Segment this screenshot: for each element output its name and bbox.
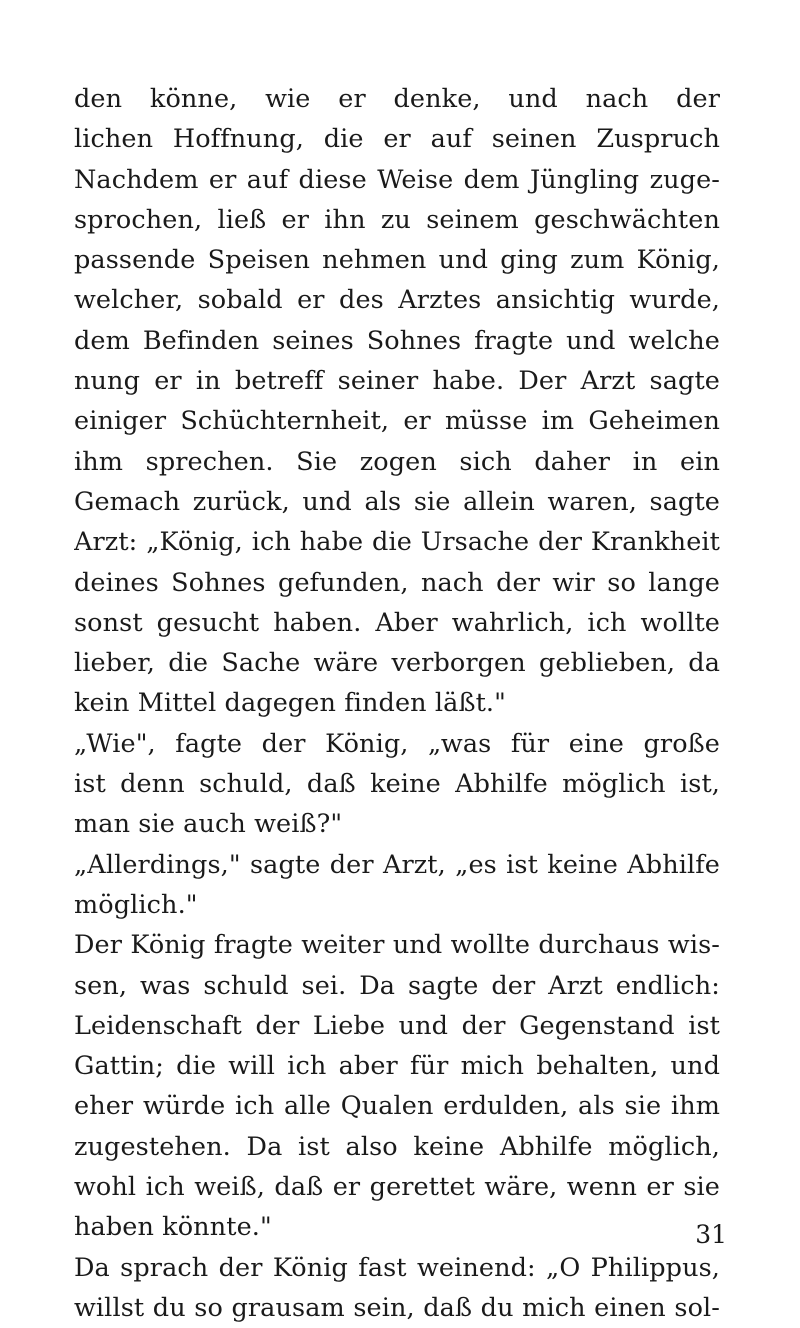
text-line: „Wie", fagte der König, „was für eine große — [74, 728, 720, 759]
text-line: „Allerdings," sagte der Arzt, „es ist keine Abhilfe — [74, 849, 720, 880]
text-line: sprochen, ließ er ihn zu seinem geschwächten — [74, 204, 720, 235]
text-line: welcher, sobald er des Arztes ansichtig wurde, — [74, 285, 720, 316]
text-line: wohl ich weiß, daß er gerettet wäre, wenn er sie — [74, 1172, 720, 1203]
text-line: Nachdem er auf diese Weise dem Jüngling zuge- — [74, 164, 720, 195]
text-line: Der König fragte weiter und wollte durchaus wis- — [74, 930, 720, 961]
text-line: Gemach zurück, und als sie allein waren, sagte — [74, 486, 720, 517]
text-line: haben könnte." — [74, 1212, 272, 1243]
text-line: nung er in betreff seiner habe. Der Arzt sagte — [74, 366, 720, 397]
text-line: eher würde ich alle Qualen erdulden, als sie ihm — [74, 1091, 720, 1122]
text-line: möglich." — [74, 889, 198, 920]
text-line: Arzt: „König, ich habe die Ursache der Krankheit — [74, 527, 720, 558]
text-line: Gattin; die will ich aber für mich behalten, und — [74, 1051, 720, 1082]
text-line: den könne, wie er denke, und nach der — [74, 84, 720, 114]
text-line: deines Sohnes gefunden, nach der wir so lange — [74, 567, 720, 598]
page-text — [74, 79, 720, 1328]
text-line: dem Befinden seines Sohnes fragte und welche — [74, 325, 720, 356]
text-line: Leidenschaft der Liebe und der Gegenstand ist — [74, 1010, 720, 1041]
text-line: ihm sprechen. Sie zogen sich daher in ein — [74, 446, 720, 477]
text-line: Da sprach der König fast weinend: „O Philippus, — [74, 1252, 720, 1283]
text-line: sonst gesucht haben. Aber wahrlich, ich wollte — [74, 607, 720, 638]
text-line: lichen Hoffnung, die er auf seinen Zuspruch — [74, 124, 720, 155]
text-line: passende Speisen nehmen und ging zum König, — [74, 245, 720, 276]
page-number: 31 — [695, 1220, 727, 1249]
text-line: kein Mittel dagegen finden läßt." — [74, 688, 506, 719]
text-line: zugestehen. Da ist also keine Abhilfe möglich, — [74, 1131, 720, 1162]
text-line: lieber, die Sache wäre verborgen geblieben, da — [74, 648, 720, 679]
text-line: willst du so grausam sein, daß du mich einen sol- — [74, 1292, 720, 1323]
text-line: man sie auch weiß?" — [74, 809, 343, 840]
text-line: einiger Schüchternheit, er müsse im Geheimen — [74, 406, 720, 437]
text-line: sen, was schuld sei. Da sagte der Arzt endlich: — [74, 970, 720, 1001]
text-line: ist denn schuld, daß keine Abhilfe möglich ist, — [74, 769, 720, 800]
